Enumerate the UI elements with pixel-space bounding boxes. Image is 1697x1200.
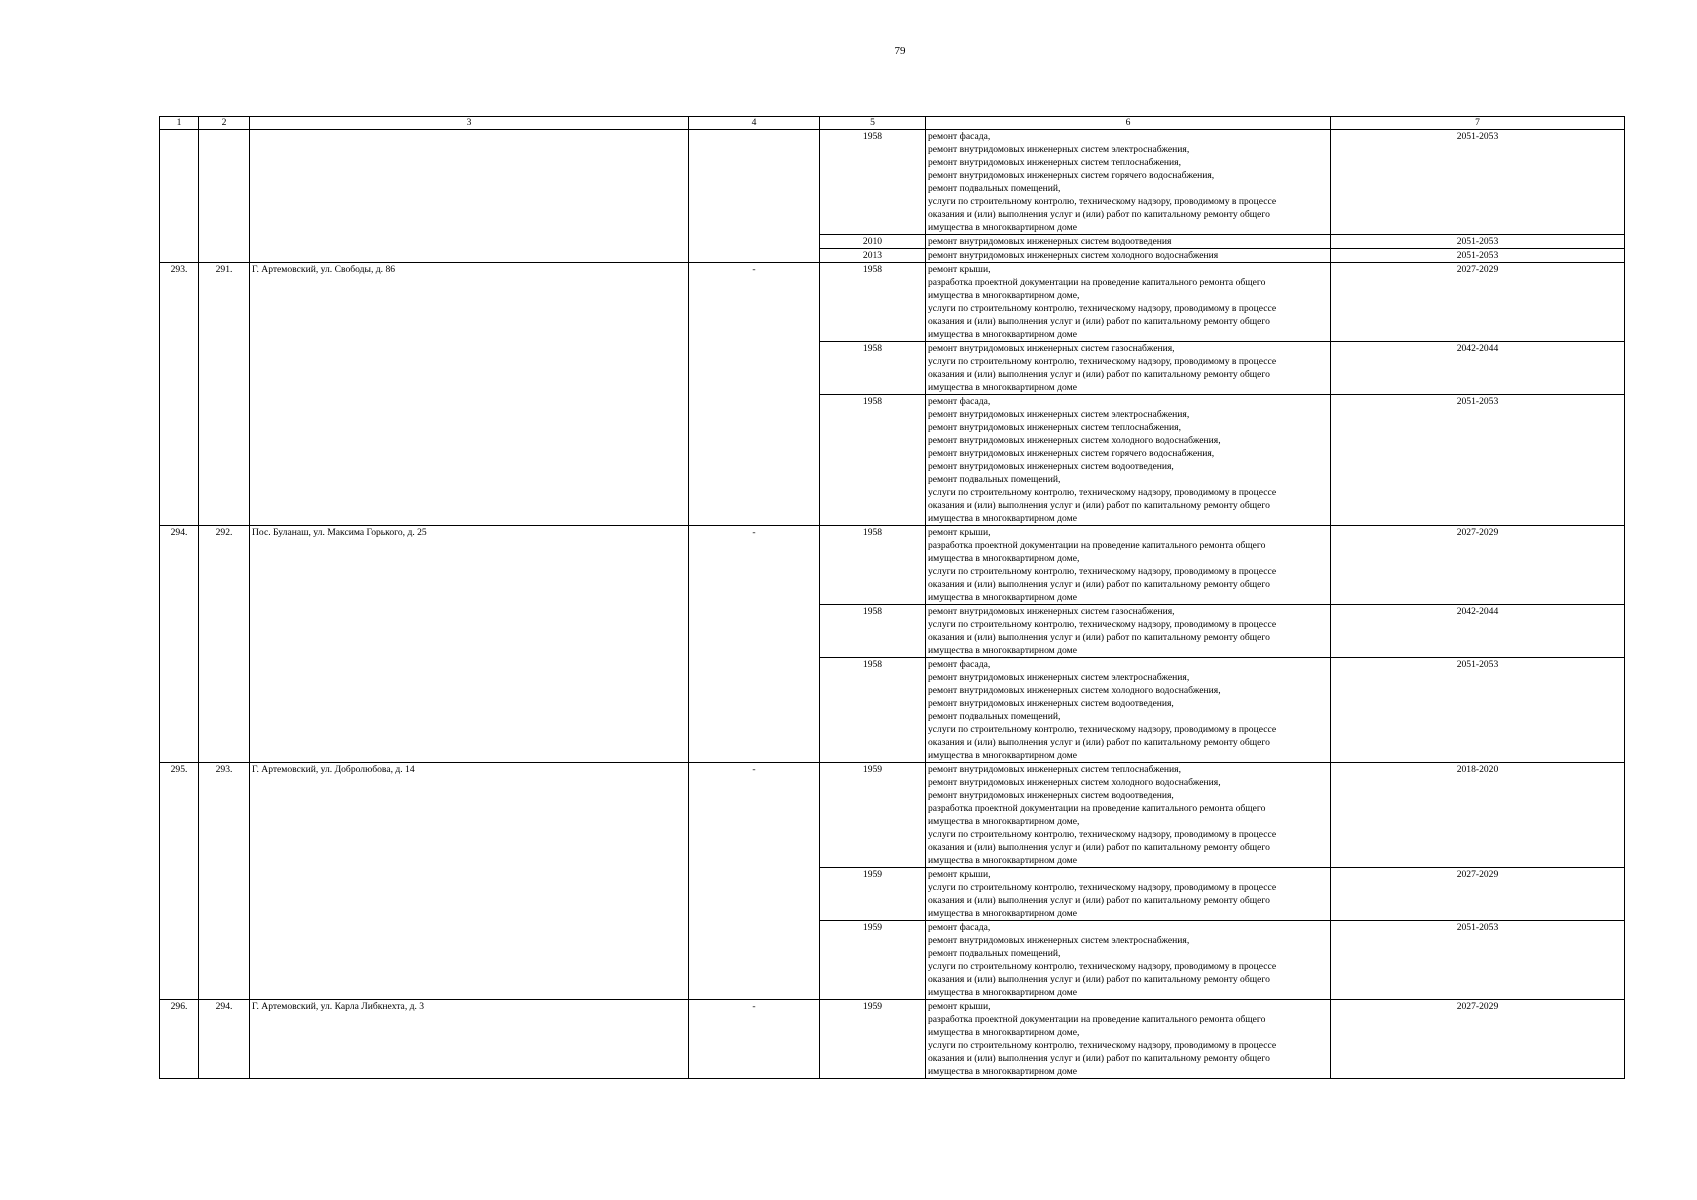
column-4-cell: - [689,263,820,526]
works-cell: ремонт крыши, разработка проектной документации на проведение капитального ремонта общего имущества в многоквартирном доме, услуги по строительному контролю, техническому надзору, проводимому в процессе оказания и (или) выполнения услуг и (или) работ по капитальному ремонту общего имущества в многоквартирном доме [926,263,1331,342]
year-cell: 1958 [820,130,926,235]
column-number: 2 [199,117,250,130]
period-cell: 2027-2029 [1331,1000,1625,1079]
year-cell: 1959 [820,868,926,921]
address-cell: Г. Артемовский, ул. Карла Либкнехта, д. 3 [250,1000,689,1079]
period-cell: 2027-2029 [1331,868,1625,921]
year-cell: 1959 [820,1000,926,1079]
period-cell: 2051-2053 [1331,658,1625,763]
column-number: 6 [926,117,1331,130]
works-cell: ремонт крыши, разработка проектной документации на проведение капитального ремонта общего имущества в многоквартирном доме, услуги по строительному контролю, техническому надзору, проводимому в процессе оказания и (или) выполнения услуг и (или) работ по капитальному ремонту общего имущества в многоквартирном доме [926,1000,1331,1079]
period-cell: 2042-2044 [1331,342,1625,395]
year-cell: 1958 [820,605,926,658]
house-number-cell: 292. [199,526,250,763]
page-number: 79 [894,45,906,57]
column-number: 4 [689,117,820,130]
year-cell: 1958 [820,526,926,605]
year-cell: 1958 [820,658,926,763]
column-4-cell: - [689,763,820,1000]
works-cell: ремонт фасада, ремонт внутридомовых инженерных систем электроснабжения, ремонт внутридомовых инженерных систем теплоснабжения, ремонт внутридомовых инженерных систем холодного водоснабжения, ремонт внутридомовых инженерных систем горячего водоснабжения, ремонт внутридомовых инженерных систем водоотведения, ремонт подвальных помещений, услуги по строительному контролю, техническому надзору, проводимому в процессе оказания и (или) выполнения услуг и (или) работ по капитальному ремонту общего имущества в многоквартирном доме [926,395,1331,526]
period-cell: 2027-2029 [1331,263,1625,342]
works-cell: ремонт фасада, ремонт внутридомовых инженерных систем электроснабжения, ремонт внутридомовых инженерных систем холодного водоснабжения, ремонт внутридомовых инженерных систем водоотведения, ремонт подвальных помещений, услуги по строительному контролю, техническому надзору, проводимому в процессе оказания и (или) выполнения услуг и (или) работ по капитальному ремонту общего имущества в многоквартирном доме [926,658,1331,763]
row-number-cell: 294. [160,526,199,763]
table-row [160,526,1625,605]
address-cell [250,130,689,263]
period-cell: 2051-2053 [1331,395,1625,526]
works-cell: ремонт внутридомовых инженерных систем водоотведения [926,235,1331,249]
column-4-cell: - [689,1000,820,1079]
address-cell: Г. Артемовский, ул. Добролюбова, д. 14 [250,763,689,1000]
works-cell: ремонт внутридомовых инженерных систем теплоснабжения, ремонт внутридомовых инженерных систем холодного водоснабжения, ремонт внутридомовых инженерных систем водоотведения, разработка проектной документации на проведение капитального ремонта общего имущества в многоквартирном доме, услуги по строительному контролю, техническому надзору, проводимому в процессе оказания и (или) выполнения услуг и (или) работ по капитальному ремонту общего имущества в многоквартирном доме [926,763,1331,868]
year-cell: 1959 [820,763,926,868]
address-cell: Пос. Буланаш, ул. Максима Горького, д. 25 [250,526,689,763]
works-cell: ремонт внутридомовых инженерных систем газоснабжения, услуги по строительному контролю, техническому надзору, проводимому в процессе оказания и (или) выполнения услуг и (или) работ по капитальному ремонту общего имущества в многоквартирном доме [926,605,1331,658]
year-cell: 2013 [820,249,926,263]
column-number-row [160,117,1625,130]
row-number-cell: 295. [160,763,199,1000]
column-4-cell: - [689,526,820,763]
table-row [160,763,1625,868]
house-number-cell: 294. [199,1000,250,1079]
works-cell: ремонт крыши, услуги по строительному контролю, техническому надзору, проводимому в процессе оказания и (или) выполнения услуг и (или) работ по капитальному ремонту общего имущества в многоквартирном доме [926,868,1331,921]
period-cell: 2051-2053 [1331,130,1625,235]
works-cell: ремонт внутридомовых инженерных систем холодного водоснабжения [926,249,1331,263]
column-4-cell [689,130,820,263]
period-cell: 2051-2053 [1331,249,1625,263]
year-cell: 1959 [820,921,926,1000]
column-number: 7 [1331,117,1625,130]
year-cell: 2010 [820,235,926,249]
period-cell: 2042-2044 [1331,605,1625,658]
house-number-cell: 293. [199,763,250,1000]
year-cell: 1958 [820,263,926,342]
table-body [160,130,1625,1079]
year-cell: 1958 [820,342,926,395]
address-cell: Г. Артемовский, ул. Свободы, д. 86 [250,263,689,526]
works-cell: ремонт фасада, ремонт внутридомовых инженерных систем электроснабжения, ремонт внутридомовых инженерных систем теплоснабжения, ремонт внутридомовых инженерных систем горячего водоснабжения, ремонт подвальных помещений, услуги по строительному контролю, техническому надзору, проводимому в процессе оказания и (или) выполнения услуг и (или) работ по капитальному ремонту общего имущества в многоквартирном доме [926,130,1331,235]
table-row [160,263,1625,342]
capital-repair-table [159,116,1625,1079]
table-row [160,1000,1625,1079]
year-cell: 1958 [820,395,926,526]
period-cell: 2027-2029 [1331,526,1625,605]
works-cell: ремонт крыши, разработка проектной документации на проведение капитального ремонта общего имущества в многоквартирном доме, услуги по строительному контролю, техническому надзору, проводимому в процессе оказания и (или) выполнения услуг и (или) работ по капитальному ремонту общего имущества в многоквартирном доме [926,526,1331,605]
house-number-cell: 291. [199,263,250,526]
column-number: 5 [820,117,926,130]
row-number-cell: 293. [160,263,199,526]
column-number: 3 [250,117,689,130]
works-cell: ремонт внутридомовых инженерных систем газоснабжения, услуги по строительному контролю, техническому надзору, проводимому в процессе оказания и (или) выполнения услуг и (или) работ по капитальному ремонту общего имущества в многоквартирном доме [926,342,1331,395]
row-number-cell: 296. [160,1000,199,1079]
period-cell: 2051-2053 [1331,235,1625,249]
period-cell: 2051-2053 [1331,921,1625,1000]
table-row [160,130,1625,235]
column-number: 1 [160,117,199,130]
house-number-cell [199,130,250,263]
period-cell: 2018-2020 [1331,763,1625,868]
row-number-cell [160,130,199,263]
works-cell: ремонт фасада, ремонт внутридомовых инженерных систем электроснабжения, ремонт подвальных помещений, услуги по строительному контролю, техническому надзору, проводимому в процессе оказания и (или) выполнения услуг и (или) работ по капитальному ремонту общего имущества в многоквартирном доме [926,921,1331,1000]
